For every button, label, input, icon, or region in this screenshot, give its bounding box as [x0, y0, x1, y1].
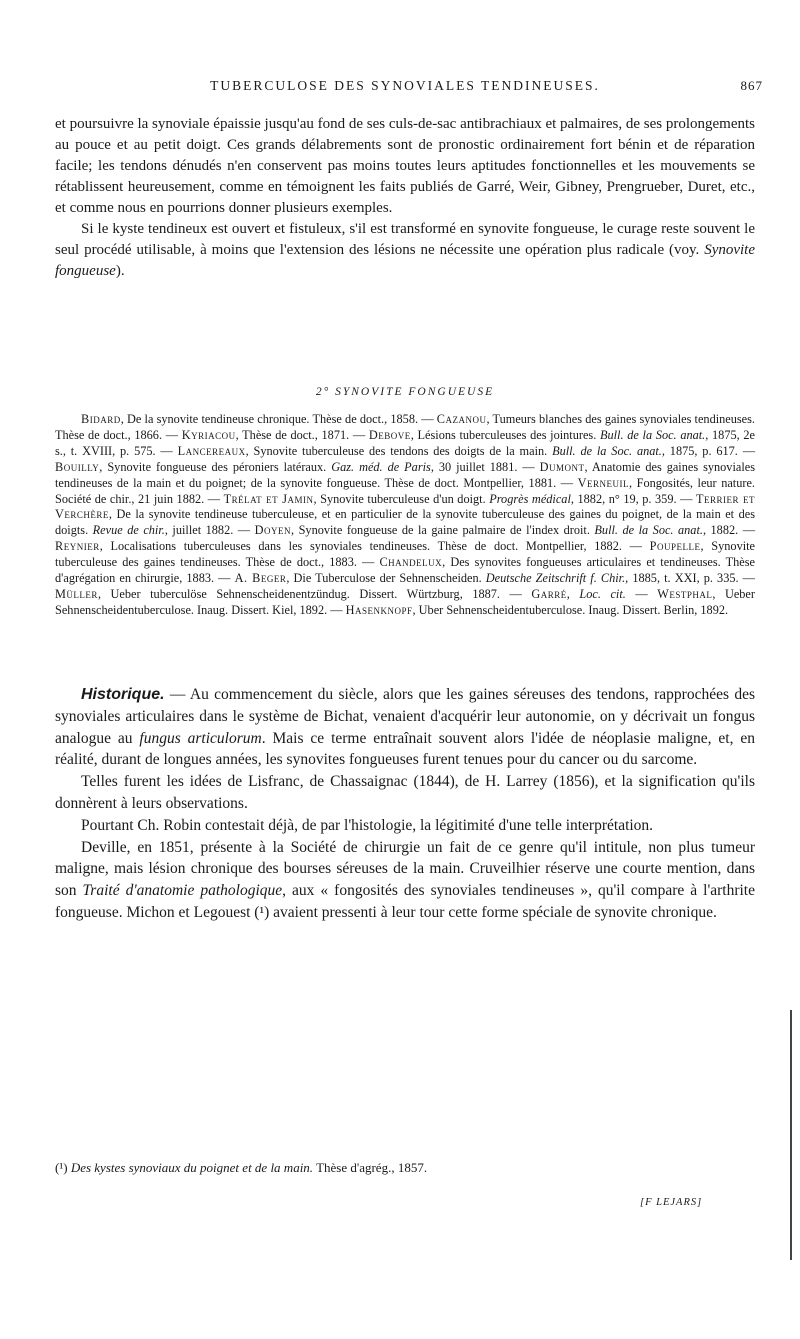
running-header — [55, 78, 763, 98]
historique-paragraph-2: Telles furent les idées de Lisfranc, de Chassaignac (1844), de H. Larrey (1856), et la signification qu'ils donnèrent à leurs observations. — [55, 773, 755, 812]
intro-paragraph-2-end: ). — [115, 263, 125, 279]
biblio-author: Hasenknopf — [345, 602, 413, 617]
biblio-text: , Thèse de doct., 1871. — — [235, 427, 369, 442]
biblio-author: Chandelux — [379, 555, 443, 570]
scan-edge-line — [790, 1010, 792, 1260]
historique-paragraph-4-text: Deville, en 1851, présente à la Société de chirurgie un fait de ce genre qu'il intitule, non plus tumeur maligne, mais lésion chronique des bourses séreuses de la main. Cruveilhier réserve une courte mention, dans son — [55, 838, 755, 900]
biblio-text: , De la synovite tendineuse tuberculeuse, et en particulier de la synovite tuberculeuse des gaines du poignet, de la main et des doigts. — [55, 507, 755, 538]
biblio-text: , Localisations tuberculeuses dans les synoviales tendineuses. Thèse de doct. Montpellier, 1882. — — [99, 539, 650, 554]
historique-paragraph-3: Pourtant Ch. Robin contestait déjà, de par l'histologie, la légitimité d'une telle interprétation. — [81, 816, 654, 834]
biblio-journal: Bull. de la Soc. anat. — [599, 427, 706, 442]
biblio-text: , Synovite tuberculeuse des gaines tendineuses. Thèse de doct., 1883. — — [55, 539, 756, 570]
biblio-journal: Loc. cit. — [579, 586, 626, 601]
biblio-author: Müller — [55, 586, 98, 601]
biblio-text: , 30 juillet 1881. — — [430, 459, 540, 474]
biblio-journal: Bull. de la Soc. anat. — [594, 523, 703, 538]
historique-paragraph-4-end: , aux « fongosités des synoviales tendineuses », qu'il compare à l'arthrite fongueuse. Michon et Legouest (¹) avaient pressenti à leur tour cette forme spéciale de synovite chronique. — [55, 882, 755, 921]
intro-paragraph-2 — [55, 219, 755, 282]
signature-mark: [F LEJARS] — [640, 1197, 703, 1208]
biblio-author: Terrier et Verchère — [55, 491, 755, 522]
biblio-author: Poupelle — [649, 539, 701, 554]
biblio-author: Debove — [368, 427, 411, 442]
biblio-text: , — [566, 586, 580, 601]
biblio-author: A. Beger — [234, 571, 287, 586]
biblio-text: , Anatomie des gaines synoviales tendineuses de la main et du poignet; de la synovite fongueuse. Thèse de doct. Montpellier, 1881. — — [55, 459, 755, 490]
historique-paragraph-4 — [55, 837, 755, 924]
biblio-text: , 1882. — — [702, 523, 756, 538]
biblio-author: Trélat et Jamin — [223, 491, 314, 506]
latin-term: fungus articulorum — [139, 729, 262, 747]
biblio-text: , Fongosités, leur nature. Société de chir., 21 juin 1882. — — [55, 475, 755, 506]
book-page — [55, 0, 763, 1339]
footnote — [55, 1160, 755, 1176]
biblio-author: Westphal — [657, 586, 713, 601]
biblio-journal: Deutsche Zeitschrift f. Chir. — [485, 571, 626, 586]
cross-reference: Synovite fongueuse — [55, 242, 755, 279]
bibliography — [55, 412, 755, 619]
biblio-author: Garré — [531, 586, 567, 601]
historique-paragraph-1 — [55, 684, 755, 771]
biblio-author: Verneuil — [577, 475, 629, 490]
biblio-text: , Synovite tuberculeuse d'un doigt. — [313, 491, 490, 506]
biblio-text: , 1882, n° 19, p. 359. — — [570, 491, 696, 506]
biblio-author: Dumont — [539, 459, 585, 474]
footnote-mark: (¹) — [55, 1160, 71, 1175]
biblio-author: Reynier — [55, 539, 100, 554]
historique-section — [55, 684, 755, 924]
biblio-author: Bidard — [81, 412, 121, 426]
page-number: 867 — [740, 78, 763, 93]
section-title: 2° SYNOVITE FONGUEUSE — [315, 386, 495, 398]
intro-paragraph-1: et poursuivre la synoviale épaissie jusqu'au fond de ses culs-de-sac antibrachiaux et palmaires, de ses prolongements au pouce et au petit doigt. Ces grands délabrements sont de pronostic ordinairement fort bénin et de réparation facile; les tendons dénudés n'en conservent pas moins toutes leurs aptitudes fonctionnelles et les mouvements se rétablissent heureusement, comme en témoignent les faits publiés de Garré, Weir, Gibney, Prengrueber, Duret, etc., et comme nous en pourrions donner plusieurs exemples. — [55, 116, 755, 216]
biblio-journal: Gaz. méd. de Paris — [331, 459, 431, 474]
historique-paragraph-1-end: . Mais ce terme entraînait souvent alors l'idée de néoplasie maligne, et, en réalité, durant de longues années, les synovites fongueuses furent tenues pour du cancer ou du sarcome. — [55, 729, 755, 769]
footnote-text: Thèse d'agrég., 1857. — [313, 1160, 428, 1175]
biblio-text: , Uber Sehnenscheidentuberculose. Inaug. Dissert. Berlin, 1892. — [412, 602, 729, 617]
footnote-title: Des kystes synoviaux du poignet et de la main. — [70, 1160, 314, 1175]
historique-paragraph-1-text: — Au commencement du siècle, alors que les gaines séreuses des tendons, rapprochées des synoviales articulaires dans le système de Bichat, venaient d'acquérir leur autonomie, on y décrivait un fongus analogue au — [55, 686, 755, 747]
intro-paragraph-2-text: Si le kyste tendineux est ouvert et fistuleux, s'il est transformé en synovite fongueuse, le curage reste souvent le seul procédé utilisable, à moins que l'extension des lésions ne nécessite une opération plus radicale (voy. — [55, 221, 755, 258]
biblio-author: Kyriacou — [181, 427, 236, 442]
biblio-author: Cazanou — [436, 412, 487, 426]
biblio-author: Lancereaux — [177, 443, 246, 458]
biblio-journal: Bull. de la Soc. anat. — [552, 443, 662, 458]
biblio-text: , Ueber tuberculöse Sehnenscheidenentzündug. Dissert. Würtzburg, 1887. — — [97, 586, 532, 601]
biblio-author: Doyen — [254, 523, 291, 538]
biblio-text: — — [625, 586, 658, 601]
biblio-text: , 1875, 2e s., t. XVIII, p. 575. — — [55, 427, 755, 458]
biblio-text: , Ueber Sehnenscheidentuberculose. Inaug. Dissert. Kiel, 1892. — — [55, 586, 755, 617]
biblio-text: , Tumeurs blanches des gaines synoviales tendineuses. Thèse de doct., 1866. — — [55, 412, 756, 442]
biblio-text: , 1875, p. 617. — — [661, 443, 755, 458]
biblio-text: , De la synovite tendineuse chronique. Thèse de doct., 1858. — — [120, 412, 437, 426]
biblio-text: , Synovite tuberculeuse des tendons des doigts de la main. — [245, 443, 553, 458]
biblio-text: , 1885, t. XXI, p. 335. — — [625, 571, 755, 586]
biblio-text: , Synovite fongueuse de la gaine palmaire de l'index droit. — [291, 523, 595, 538]
biblio-journal: Revue de chir. — [92, 523, 165, 538]
book-title: Traité d'anatomie pathologique — [82, 882, 283, 900]
biblio-text: , Des synovites fongueuses articulaires et tendineuses. Thèse d'agrégation en chirurgie, 1883. — — [55, 555, 756, 586]
biblio-text: , Lésions tuberculeuses des jointures. — [410, 427, 600, 442]
biblio-text: , Die Tuberculose der Sehnenscheiden. — [286, 571, 486, 586]
biblio-author: Bouilly — [55, 459, 100, 474]
biblio-text: , Synovite fongueuse des péroniers latéraux. — [99, 459, 332, 474]
running-title: TUBERCULOSE DES SYNOVIALES TENDINEUSES. — [210, 78, 600, 93]
biblio-journal: Progrès médical — [489, 491, 571, 506]
intro-section — [55, 114, 755, 282]
biblio-text: , juillet 1882. — — [164, 523, 255, 538]
historique-heading: Historique. — [81, 686, 165, 703]
